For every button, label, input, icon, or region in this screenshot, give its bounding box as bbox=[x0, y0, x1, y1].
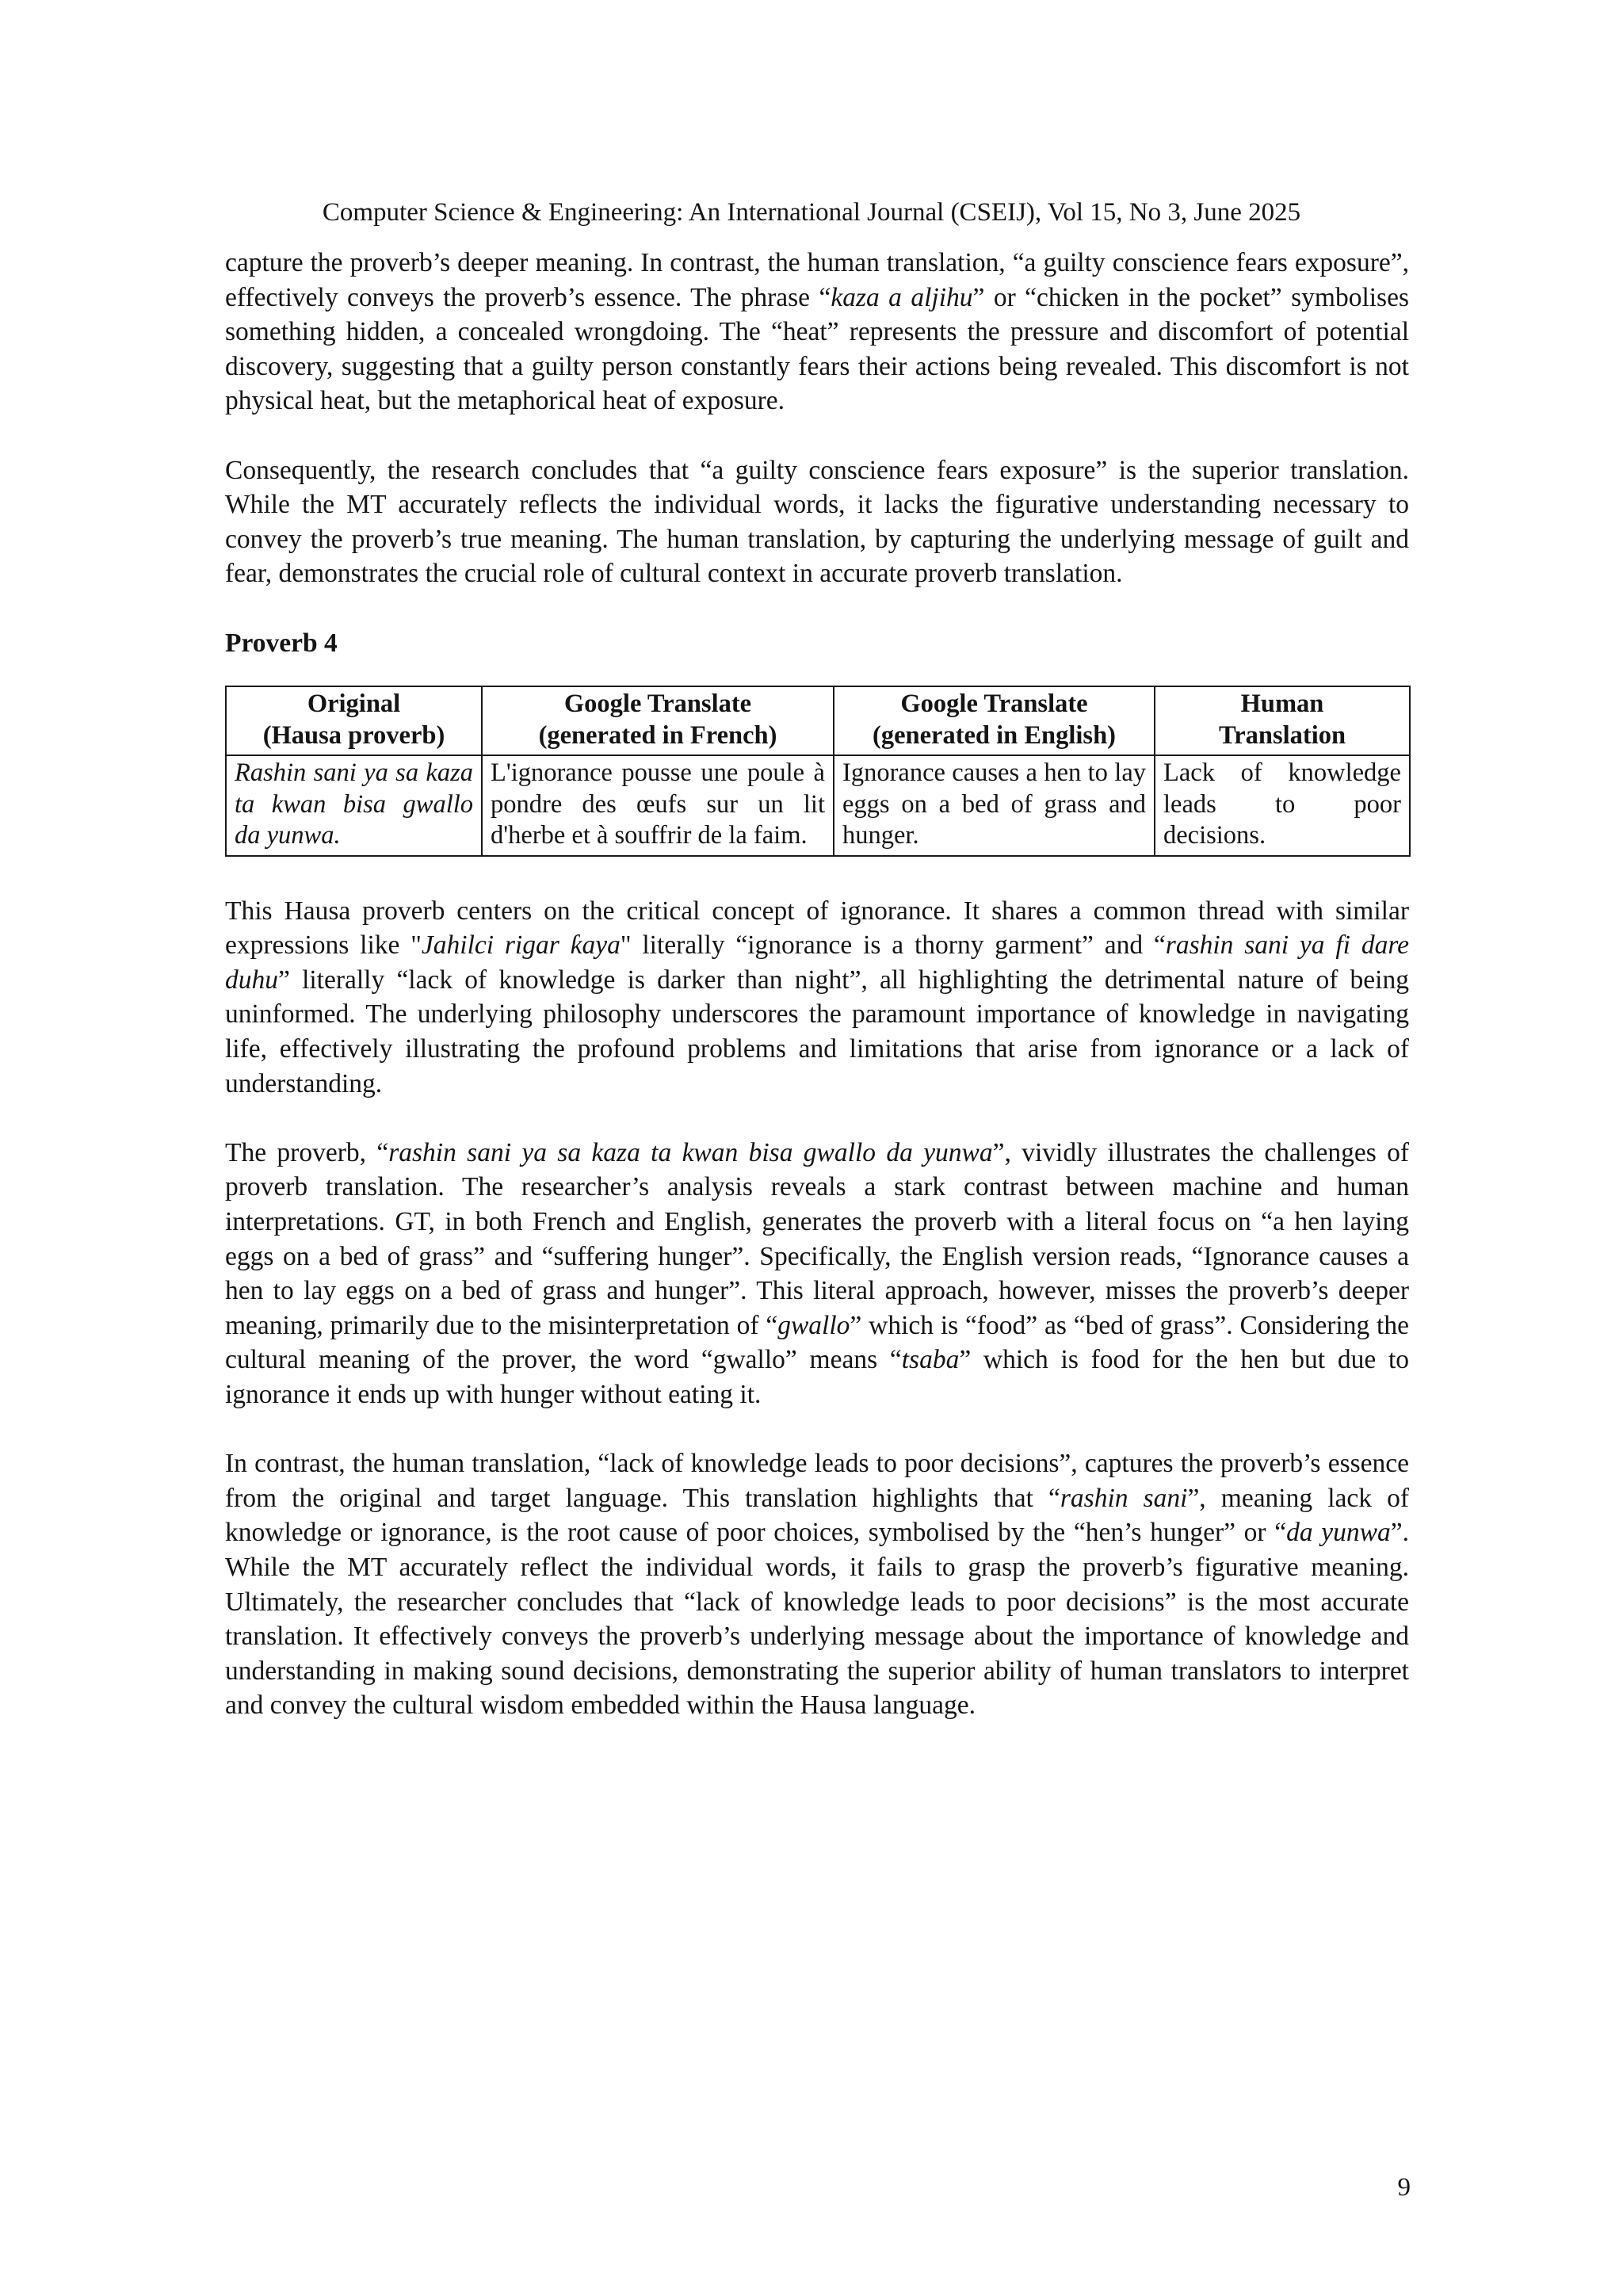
proverb-table-wrapper bbox=[225, 686, 1409, 857]
header-google-english: Google Translate (generated in English) bbox=[834, 686, 1155, 755]
cell-french-translation: L'ignorance pousse une poule à pondre des œufs sur un lit d'herbe et à souffrir de la faim. bbox=[482, 755, 834, 856]
paragraph-human-translation-conclusion bbox=[225, 1446, 1409, 1723]
proverb-translation-table bbox=[225, 686, 1411, 857]
text-run: ” literally “lack of knowledge is darker than night”, all highlighting the detrimental nature of being uninformed. The underlying philosophy underscores the paramount importance of knowledge in navigating life, effectively illustrating the profound problems and limitations that arise from ignorance or a lack of understanding. bbox=[225, 965, 1409, 1098]
table-header-row bbox=[226, 686, 1410, 755]
page-number: 9 bbox=[1397, 2173, 1411, 2202]
italic-phrase: kaza a aljihu bbox=[831, 282, 973, 312]
italic-phrase: rashin sani bbox=[1060, 1483, 1188, 1513]
header-human-translation: Human Translation bbox=[1155, 686, 1410, 755]
text-run: ”. While the MT accurately reflect the individual words, it fails to grasp the proverb’s figurative meaning. Ultimately, the researcher concludes that “lack of knowledge leads to poor decisions” is the most accurate translation. It effectively conveys the proverb’s underlying message about the importance of knowledge and understanding in making sound decisions, demonstrating the superior ability of human translators to interpret and convey the cultural wisdom embedded within the Hausa language. bbox=[225, 1518, 1409, 1721]
running-header: Computer Science & Engineering: An International Journal (CSEIJ), Vol 15, No 3, June 2025 bbox=[322, 198, 1301, 227]
text-run: ”, vividly illustrates the challenges of proverb translation. The researcher’s analysis reveals a stark contrast between machine and human interpretations. GT, in both French and English, generates the proverb with a literal focus on “a hen laying eggs on a bed of grass” and “suffering hunger”. Specifically, the English version reads, “Ignorance causes a hen to lay eggs on a bed of grass and hunger”. This literal approach, however, misses the proverb’s deeper meaning, primarily due to the misinterpretation of “ bbox=[225, 1137, 1409, 1340]
article-body bbox=[225, 246, 1409, 1723]
italic-phrase: Jahilci rigar ƙaya bbox=[421, 930, 621, 961]
header-original: Original (Hausa proverb) bbox=[226, 686, 482, 755]
italic-phrase: gwallo bbox=[777, 1310, 850, 1340]
italic-phrase: da yunwa bbox=[1286, 1518, 1391, 1548]
cell-human-translation: Lack of knowledge leads to poor decisions. bbox=[1155, 755, 1410, 856]
text-run: ” which is “food” as “bed of grass”. Considering the cultural meaning of the prover, the word “gwallo” means “ bbox=[225, 1310, 1409, 1375]
paragraph-spacer bbox=[225, 591, 1409, 626]
text-run: Consequently, the research concludes that “a guilty conscience fears exposure” is the superior translation. While the MT accurately reflects the individual words, it lacks the figurative understanding necessary to convey the proverb’s true meaning. The human translation, by capturing the underlying message of guilt and fear, demonstrates the crucial role of cultural context in accurate proverb translation. bbox=[225, 455, 1409, 589]
paragraph-spacer bbox=[225, 1412, 1409, 1447]
text-run: " literally “ignorance is a thorny garment” and “ bbox=[620, 930, 1166, 961]
header-google-french: Google Translate (generated in French) bbox=[482, 686, 834, 755]
text-run: In contrast, the human translation, “lack of knowledge leads to poor decisions”, captures the proverb’s essence from the original and target language. This translation highlights that “ bbox=[225, 1449, 1409, 1513]
text-run: capture the proverb’s deeper meaning. In contrast, the human translation, “a guilty conscience fears exposure”, effectively conveys the proverb’s essence. The phrase “ bbox=[225, 248, 1409, 312]
cell-original-proverb: Rashin sani ya sa kaza ta kwan bisa gwallo da yunwa. bbox=[226, 755, 482, 856]
italic-phrase: rashin sani ya sa kaza ta kwan bisa gwallo da yunwa bbox=[388, 1137, 993, 1167]
table-row bbox=[226, 755, 1410, 856]
paragraph-guilty-conscience-analysis bbox=[225, 246, 1409, 418]
paragraph-translation-challenges bbox=[225, 1136, 1409, 1412]
italic-phrase: tsaba bbox=[901, 1345, 960, 1375]
text-run: ” which is food for the hen but due to ignorance it ends up with hunger without eating it. bbox=[225, 1345, 1410, 1409]
text-run: ”, meaning lack of knowledge or ignorance, is the root cause of poor choices, symbolised by the “hen’s hunger” or “ bbox=[225, 1483, 1409, 1548]
paragraph-spacer bbox=[225, 1101, 1409, 1136]
section-heading-proverb-4: Proverb 4 bbox=[225, 628, 338, 658]
text-run: This Hausa proverb centers on the critical concept of ignorance. It shares a common thread with similar expressions like " bbox=[225, 896, 1409, 961]
cell-english-translation: Ignorance causes a hen to lay eggs on a bed of grass and hunger. bbox=[834, 755, 1155, 856]
italic-phrase: rashin sani ya fi dare duhu bbox=[225, 930, 1409, 995]
paragraph-conclusion-proverb-3 bbox=[225, 453, 1409, 591]
paragraph-ignorance-concept bbox=[225, 894, 1409, 1102]
paragraph-spacer bbox=[225, 418, 1409, 453]
text-run: The proverb, “ bbox=[225, 1137, 389, 1167]
text-run: ” or “chicken in the pocket” symbolises something hidden, a concealed wrongdoing. The “heat” represents the pressure and discomfort of potential discovery, suggesting that a guilty person constantly fears their actions being revealed. This discomfort is not physical heat, but the metaphorical heat of exposure. bbox=[225, 282, 1410, 416]
